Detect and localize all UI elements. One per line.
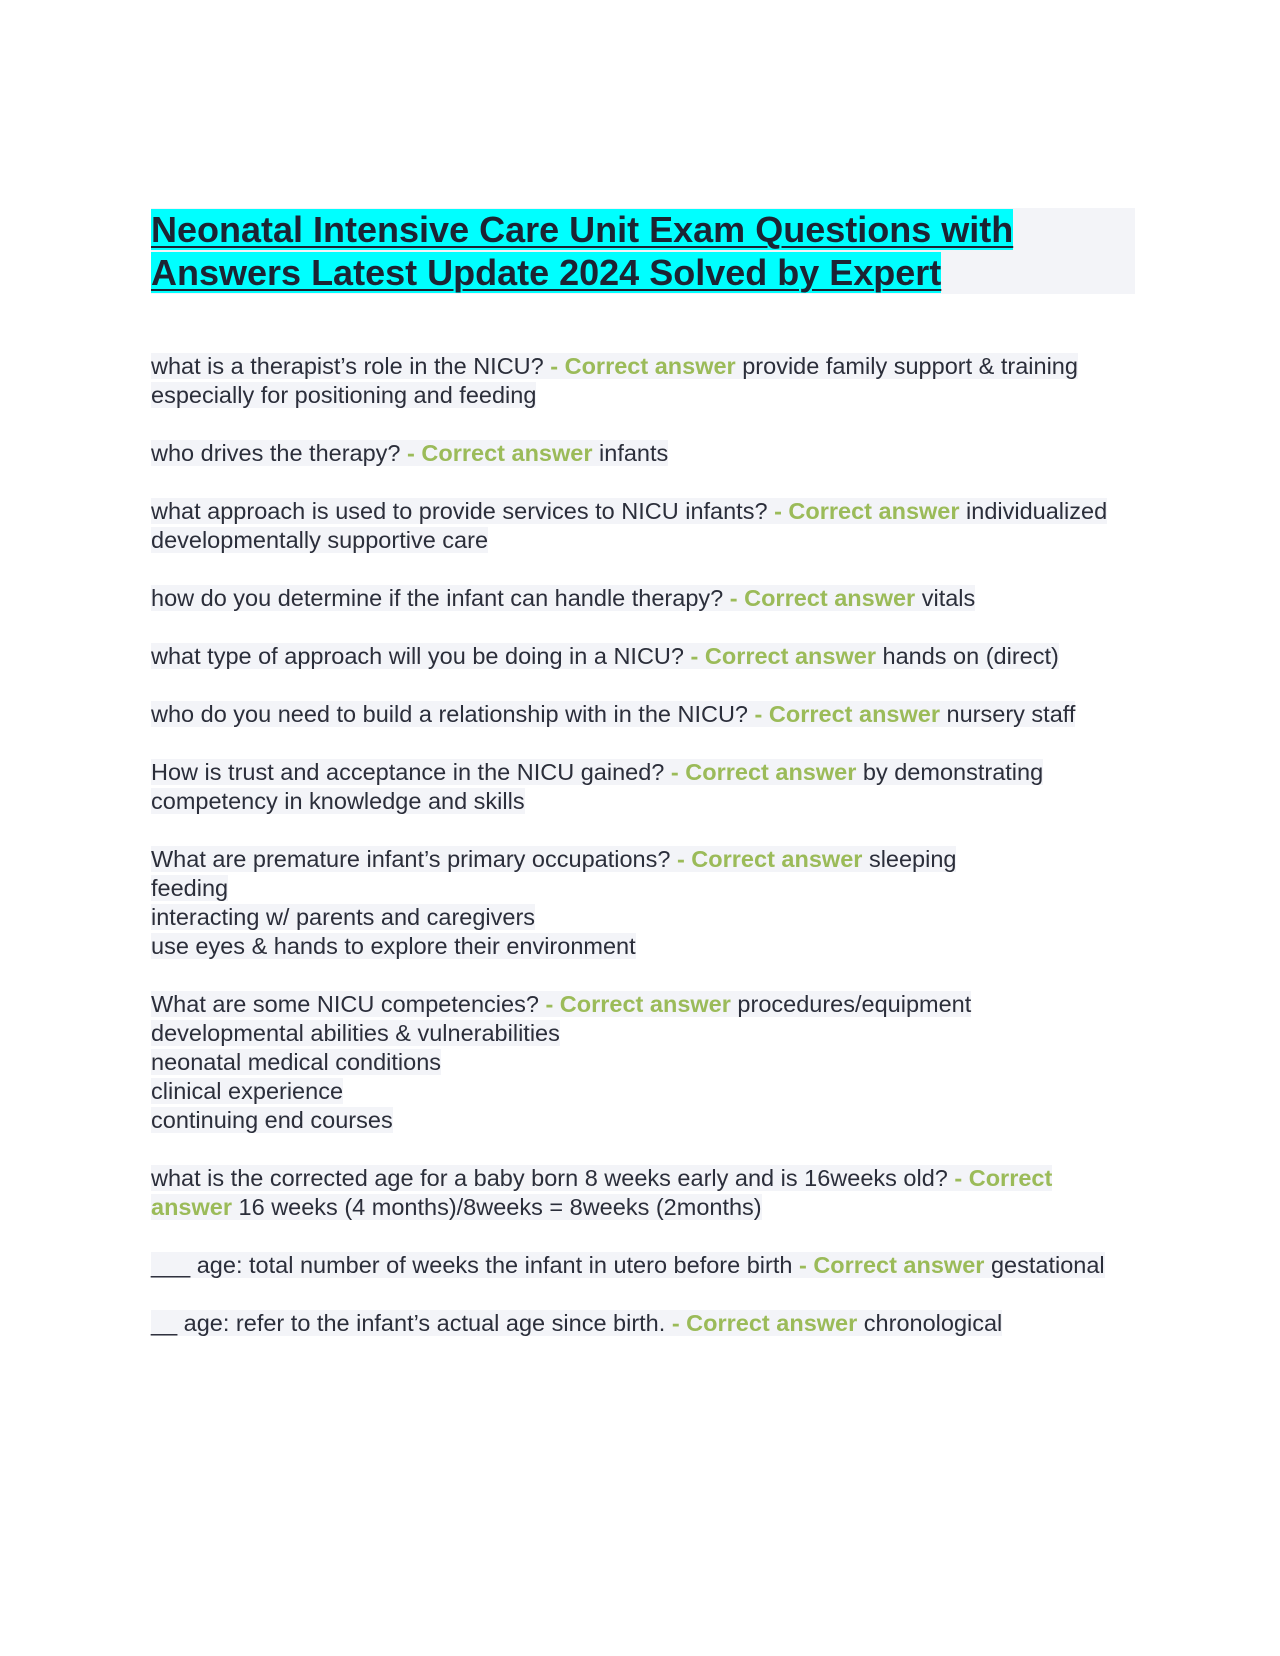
qa-item bbox=[151, 1164, 1135, 1222]
answer-text: vitals bbox=[921, 585, 976, 611]
answer-text: individualized developmentally supportive care bbox=[151, 498, 1108, 553]
correct-answer-marker: - Correct answer bbox=[670, 759, 857, 785]
correct-answer-marker: - Correct answer bbox=[550, 353, 736, 379]
correct-answer-marker: - Correct answer bbox=[774, 498, 960, 524]
question-text: what is the corrected age for a baby born 8 weeks early and is 16weeks old? bbox=[151, 1165, 948, 1191]
document-title-text: Neonatal Intensive Care Unit Exam Questions with Answers Latest Update 2024 Solved by Expert bbox=[151, 209, 1014, 293]
question-text: how do you determine if the infant can handle therapy? bbox=[151, 585, 724, 611]
qa-list bbox=[151, 352, 1135, 1338]
qa-item bbox=[151, 439, 1135, 468]
question-text: __ age: refer to the infant’s actual age since birth. bbox=[151, 1310, 666, 1336]
question-text: what approach is used to provide services to NICU infants? bbox=[151, 498, 768, 524]
correct-answer-marker: - Correct answer bbox=[690, 643, 876, 669]
correct-answer-marker: - Correct answer bbox=[754, 701, 940, 727]
question-text: How is trust and acceptance in the NICU gained? bbox=[151, 759, 665, 785]
question-text: what is a therapist’s role in the NICU? bbox=[151, 353, 544, 379]
answer-text: provide family support & training especially for positioning and feeding bbox=[151, 353, 1078, 408]
correct-answer-marker: - Correct answer bbox=[676, 846, 863, 872]
correct-answer-marker: - Correct answer bbox=[151, 1165, 1053, 1220]
answer-text: sleeping feeding interacting w/ parents and caregivers use eyes & hands to explore their environment bbox=[151, 846, 957, 959]
correct-answer-marker: - Correct answer bbox=[729, 585, 916, 611]
document-title bbox=[151, 208, 1135, 294]
answer-text: hands on (direct) bbox=[882, 643, 1059, 669]
document-page bbox=[151, 208, 1135, 1367]
qa-item bbox=[151, 497, 1135, 555]
correct-answer-marker: - Correct answer bbox=[407, 440, 593, 466]
answer-text: gestational bbox=[990, 1252, 1105, 1278]
qa-item bbox=[151, 584, 1135, 613]
question-text: What are some NICU competencies? bbox=[151, 991, 539, 1017]
qa-item bbox=[151, 700, 1135, 729]
answer-text: 16 weeks (4 months)/8weeks = 8weeks (2months) bbox=[238, 1194, 762, 1220]
answer-text: procedures/equipment developmental abilities & vulnerabilities neonatal medical conditions clinical experience continuing end courses bbox=[151, 991, 972, 1133]
correct-answer-marker: - Correct answer bbox=[798, 1252, 985, 1278]
question-text: who do you need to build a relationship with in the NICU? bbox=[151, 701, 749, 727]
question-text: What are premature infant’s primary occupations? bbox=[151, 846, 671, 872]
correct-answer-marker: - Correct answer bbox=[671, 1310, 858, 1336]
answer-text: chronological bbox=[863, 1310, 1003, 1336]
qa-item bbox=[151, 990, 1135, 1135]
answer-text: nursery staff bbox=[946, 701, 1076, 727]
answer-text: infants bbox=[599, 440, 669, 466]
qa-item bbox=[151, 758, 1135, 816]
question-text: who drives the therapy? bbox=[151, 440, 401, 466]
correct-answer-marker: - Correct answer bbox=[545, 991, 731, 1017]
question-text: what type of approach will you be doing in a NICU? bbox=[151, 643, 684, 669]
question-text: ___ age: total number of weeks the infant in utero before birth bbox=[151, 1252, 793, 1278]
qa-item bbox=[151, 845, 1135, 961]
title-block bbox=[151, 208, 1135, 294]
qa-item bbox=[151, 642, 1135, 671]
qa-item bbox=[151, 352, 1135, 410]
qa-item bbox=[151, 1251, 1135, 1280]
qa-item bbox=[151, 1309, 1135, 1338]
answer-text: by demonstrating competency in knowledge and skills bbox=[151, 759, 1044, 814]
